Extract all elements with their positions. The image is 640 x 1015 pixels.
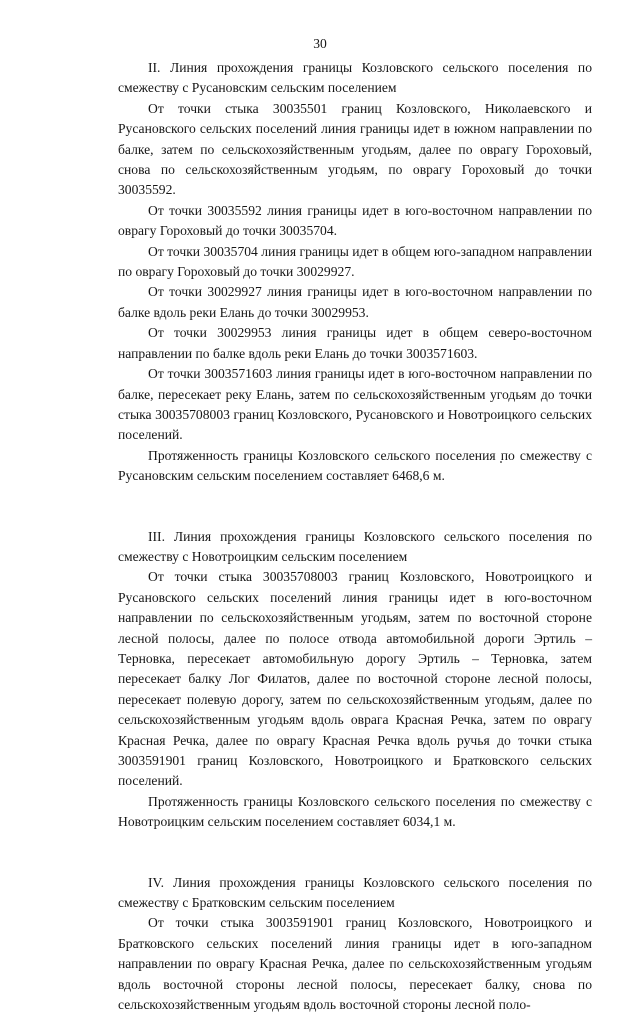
paragraph: От точки стыка 30035708003 границ Козловского, Новотроицкого и Русановского сельских поселений линия границы идет в юго-восточном направлении по сельскохозяйственным угодьям, затем по восточной стороне лесной полосы, далее по полосе отвода автомобильной дороги Эртиль – Терновка, пересекает автомобильную дорогу Эртиль – Терновка, затем пересекает балку Лог Филатов, далее по восточной стороне лесной полосы, пересекает полевую дорогу, затем по сельскохозяйственным угодьям, далее по сельскохозяйственным угодьям вдоль оврага Красная Речка, затем по оврагу Красная Речка, далее по оврагу Красная Речка вдоль ручья до точки стыка 3003591901 границ Козловского, Новотроицкого и Братковского сельских поселений.	[118, 569, 592, 789]
document-body	[118, 58, 592, 1015]
length-summary: Протяженность границы Козловского сельского поселения по смежеству с Новотроицким сельским поселением составляет 6034,1 м.	[118, 793, 592, 830]
paragraph: От точки 3003571603 линия границы идет в юго-восточном направлении по балке, пересекает реку Елань, затем по сельскохозяйственным угодьям до точки стыка 30035708003 границ Козловского, Русановского и Новотроицкого сельских поселений.	[118, 366, 592, 443]
paragraph: От точки 30029927 линия границы идет в юго-восточном направлении по балке вдоль реки Елань до точки 30029953.	[118, 284, 592, 320]
paragraph: От точки 30029953 линия границы идет в общем северо-восточном направлении по балке вдоль реки Елань до точки 3003571603.	[118, 325, 592, 361]
paragraph: От точки 30035704 линия границы идет в общем юго-западном направлении по оврагу Гороховый до точки 30029927.	[118, 243, 592, 280]
section-heading: II. Линия прохождения границы Козловского сельского поселения по смежеству с Русановским сельским поселением	[118, 60, 592, 96]
section-heading: III. Линия прохождения границы Козловского сельского поселения по смежеству с Новотроицким сельским поселением	[118, 528, 592, 564]
length-summary: Протяженность границы Козловского сельского поселения по смежеству с Русановским сельским поселением составляет 6468,6 м.	[118, 447, 592, 484]
section-heading: IV. Линия прохождения границы Козловского сельского поселения по смежеству с Братковским сельским поселением	[118, 874, 592, 911]
paragraph: От точки стыка 3003591901 границ Козловского, Новотроицкого и Братковского сельских поселений линия границы идет в юго-западном направлении по оврагу Красная Речка, далее по сельскохозяйственным угодьям вдоль восточной стороны лесной полосы, пересекает балку, снова по сельскохозяйственным угодьям вдоль восточной стороны лесной поло-	[118, 915, 592, 1013]
paragraph: От точки 30035592 линия границы идет в юго-восточном направлении по оврагу Гороховый до точки 30035704.	[118, 202, 592, 239]
paragraph: От точки стыка 30035501 границ Козловского, Николаевского и Русановского сельских поселений линия границы идет в южном направлении по балке, затем по сельскохозяйственным угодьям, далее по оврагу Гороховый, снова по сельскохозяйственным угодьям, по оврагу Гороховый до точки 30035592.	[118, 100, 592, 198]
page-number: 30	[313, 36, 327, 51]
